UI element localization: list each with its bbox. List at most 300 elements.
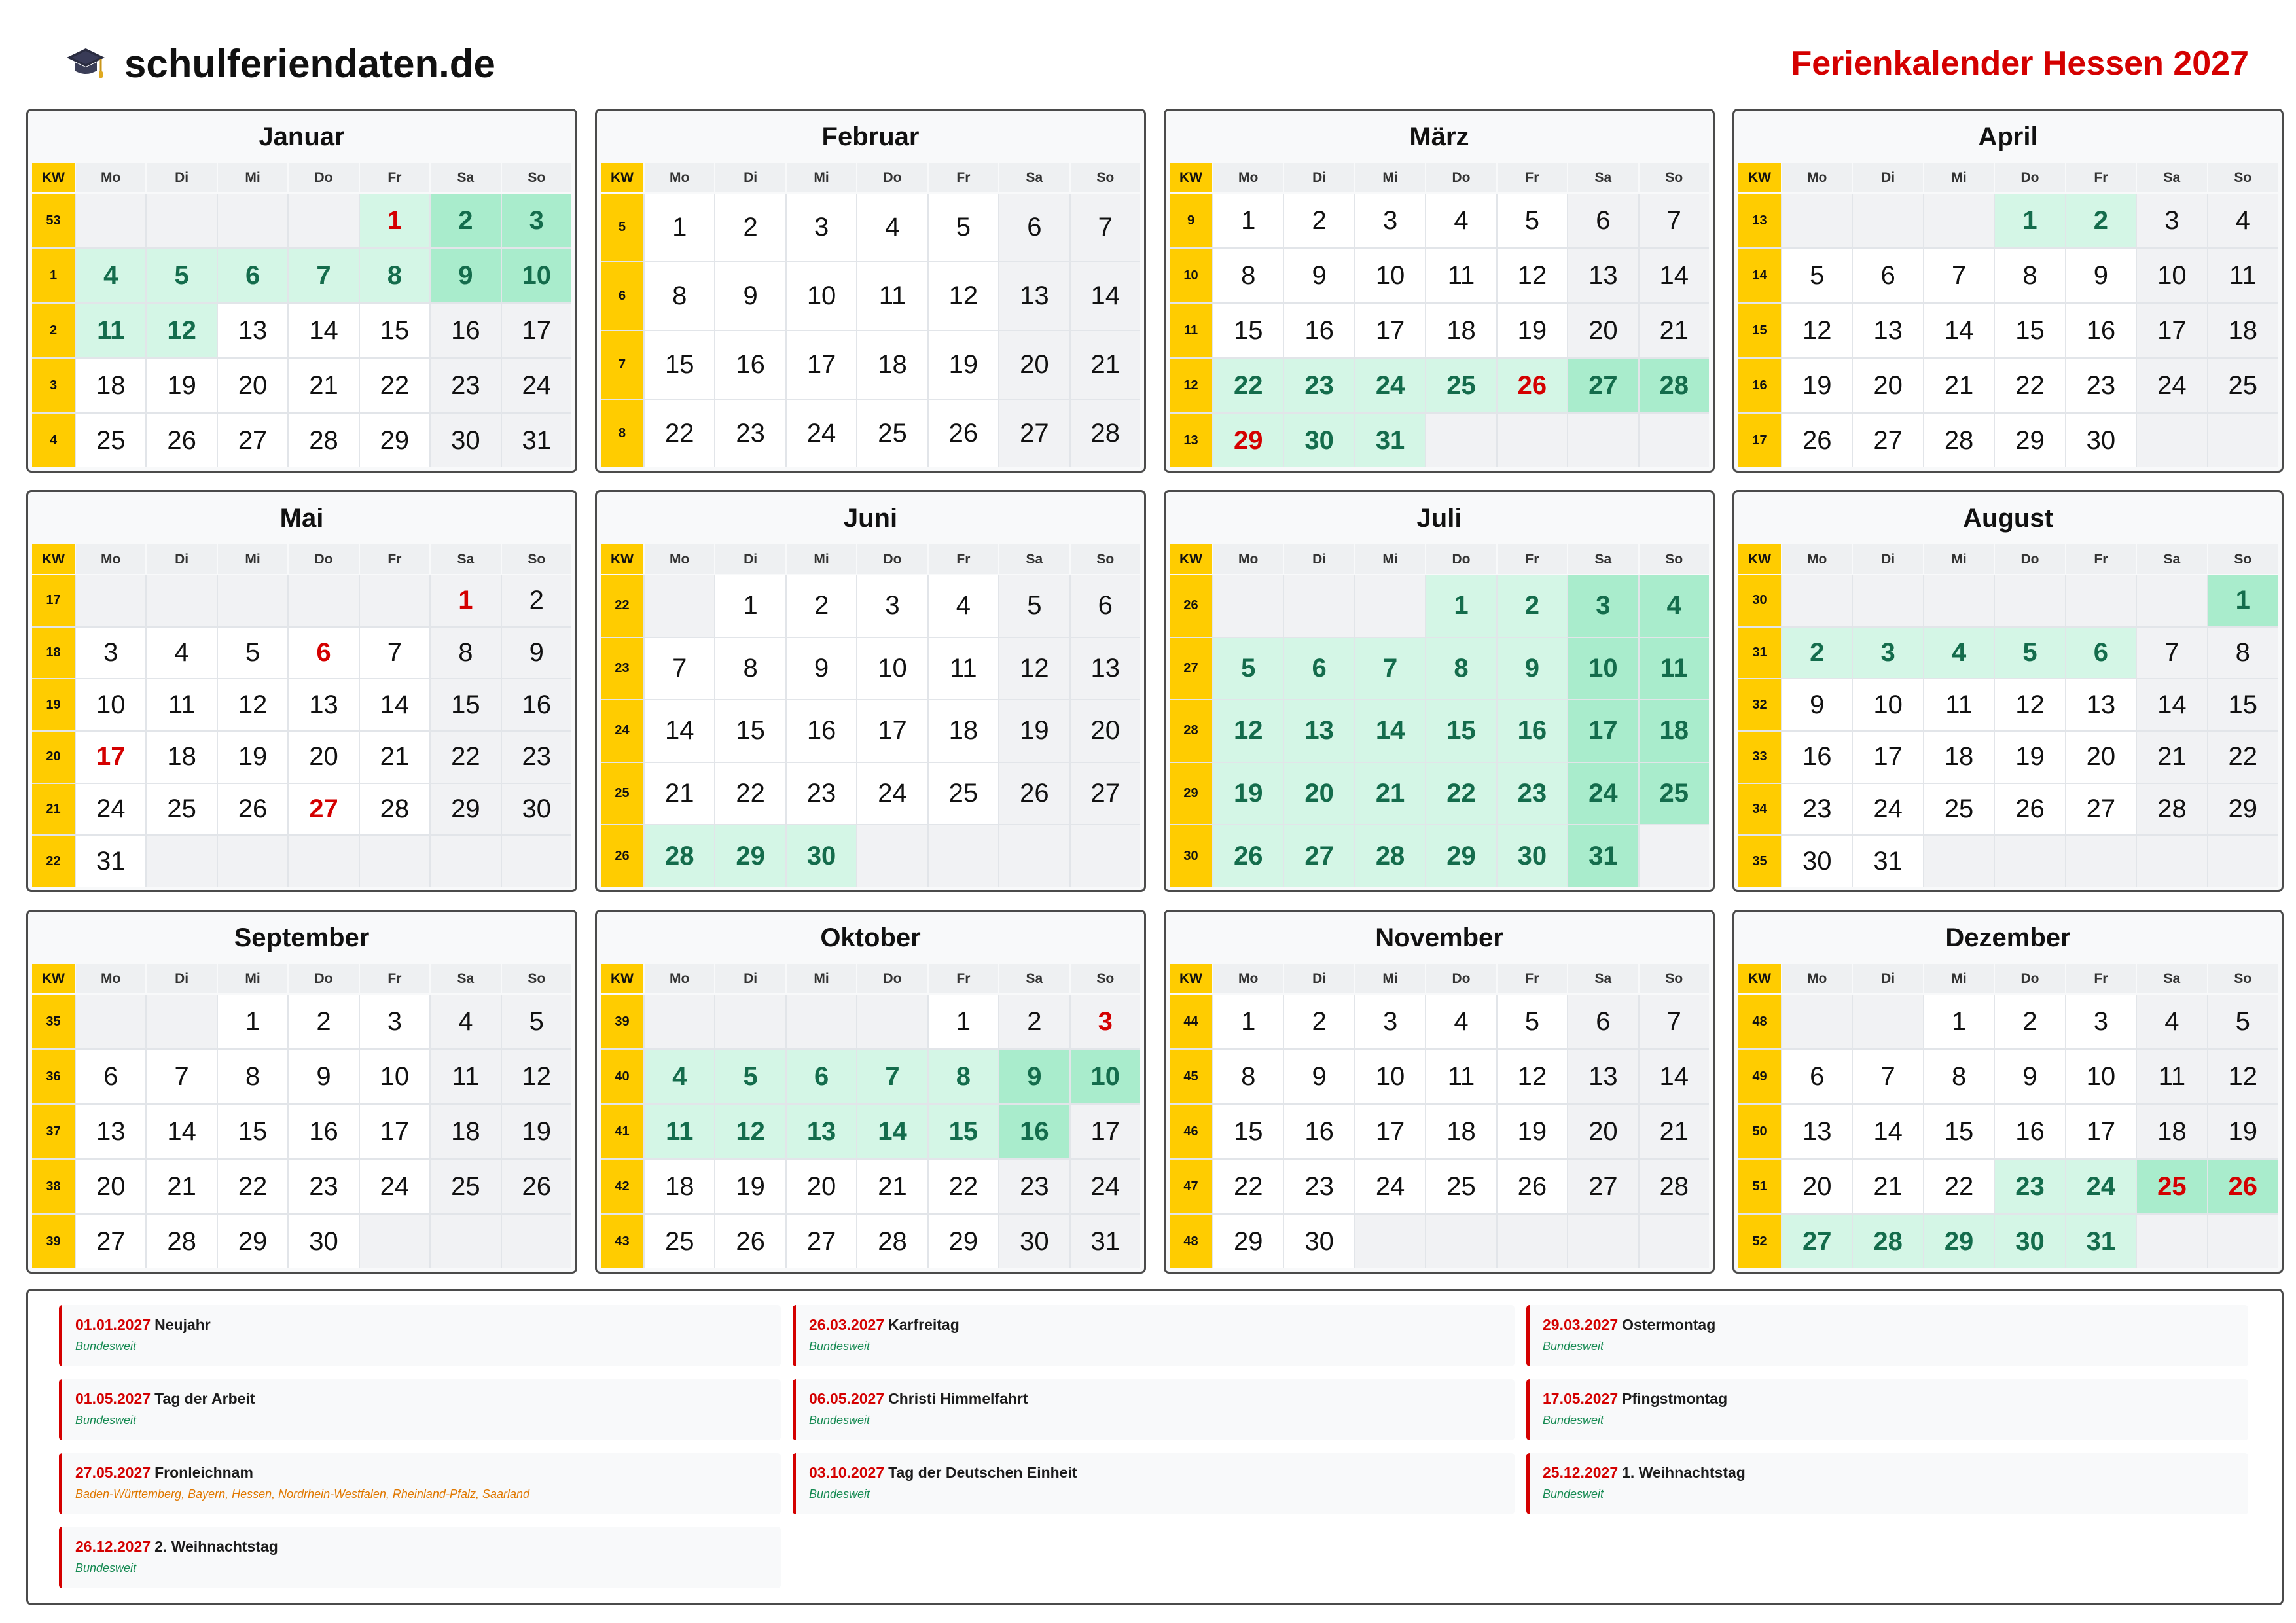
weekday-header-mo: Mo bbox=[1213, 544, 1283, 574]
empty-day-cell bbox=[147, 836, 216, 887]
empty-day-cell bbox=[431, 836, 500, 887]
weekday-header-do: Do bbox=[1426, 544, 1496, 574]
empty-day-cell bbox=[218, 836, 287, 887]
weekday-header-mi: Mi bbox=[787, 163, 856, 192]
month-title: März bbox=[1409, 122, 1469, 151]
day-cell: 14 bbox=[289, 304, 358, 357]
school-holiday-day-cell: 11 bbox=[76, 304, 145, 357]
holiday-title-line bbox=[1543, 1315, 2248, 1334]
week-number: 51 bbox=[1738, 1160, 1781, 1213]
week-number: 42 bbox=[601, 1160, 643, 1213]
week-number: 34 bbox=[1738, 784, 1781, 835]
day-cell: 29 bbox=[431, 784, 500, 835]
kw-header: KW bbox=[601, 163, 643, 192]
kw-header: KW bbox=[32, 163, 75, 192]
day-cell: 22 bbox=[645, 400, 714, 467]
week-number: 8 bbox=[601, 400, 643, 467]
day-cell: 12 bbox=[2208, 1050, 2278, 1103]
weekday-header-mo: Mo bbox=[1213, 964, 1283, 993]
school-holiday-day-cell: 29 bbox=[715, 825, 785, 887]
school-holiday-day-cell: 7 bbox=[1355, 638, 1425, 700]
weekday-header-sa: Sa bbox=[431, 544, 500, 574]
week-number: 17 bbox=[32, 575, 75, 626]
week-number: 23 bbox=[601, 638, 643, 700]
weekday-header-do: Do bbox=[1995, 964, 2064, 993]
week-number: 24 bbox=[601, 700, 643, 762]
day-cell: 6 bbox=[76, 1050, 145, 1103]
weekday-header-do: Do bbox=[1995, 163, 2064, 192]
empty-day-cell bbox=[1782, 575, 1852, 626]
day-cell: 26 bbox=[1498, 1160, 1567, 1213]
day-cell: 20 bbox=[999, 331, 1069, 399]
day-cell: 18 bbox=[1924, 732, 1994, 783]
holiday-date: 26.12.2027 bbox=[75, 1538, 151, 1555]
weekday-header-so: So bbox=[1640, 163, 1709, 192]
holiday-name: Tag der Arbeit bbox=[154, 1390, 255, 1407]
month-title: Juni bbox=[843, 504, 898, 533]
day-cell: 6 bbox=[1568, 194, 1638, 247]
day-cell: 21 bbox=[645, 763, 714, 825]
kw-header: KW bbox=[1738, 964, 1781, 993]
day-cell: 28 bbox=[360, 784, 429, 835]
day-cell: 28 bbox=[1924, 414, 1994, 467]
day-cell: 17 bbox=[502, 304, 571, 357]
school-holiday-day-cell: 19 bbox=[1213, 763, 1283, 825]
day-cell: 26 bbox=[147, 414, 216, 467]
day-cell: 24 bbox=[1355, 1160, 1425, 1213]
school-holiday-day-cell: 8 bbox=[929, 1050, 998, 1103]
day-cell: 11 bbox=[147, 679, 216, 730]
weekday-header-sa: Sa bbox=[999, 163, 1069, 192]
day-cell: 5 bbox=[218, 628, 287, 679]
week-number: 26 bbox=[1170, 575, 1212, 637]
kw-header: KW bbox=[1738, 544, 1781, 574]
weekday-header-so: So bbox=[1640, 544, 1709, 574]
weekday-header-mo: Mo bbox=[645, 163, 714, 192]
month-days-grid bbox=[601, 575, 1140, 887]
kw-header: KW bbox=[601, 544, 643, 574]
week-number: 2 bbox=[32, 304, 75, 357]
school-holiday-day-cell: 29 bbox=[1924, 1215, 1994, 1268]
school-holiday-day-cell: 2 bbox=[1498, 575, 1567, 637]
day-cell: 20 bbox=[1568, 1105, 1638, 1158]
school-holiday-day-cell: 12 bbox=[715, 1105, 785, 1158]
kw-header: KW bbox=[32, 544, 75, 574]
holiday-region: Bundesweit bbox=[75, 1561, 137, 1575]
school-holiday-day-cell: 20 bbox=[1284, 763, 1354, 825]
weekday-header-fr: Fr bbox=[929, 964, 998, 993]
weekday-header-so: So bbox=[502, 964, 571, 993]
weekday-header-sa: Sa bbox=[999, 964, 1069, 993]
day-cell: 7 bbox=[147, 1050, 216, 1103]
day-cell: 17 bbox=[360, 1105, 429, 1158]
holiday-title-line bbox=[809, 1315, 1515, 1334]
day-cell: 2 bbox=[502, 575, 571, 626]
empty-day-cell bbox=[999, 825, 1069, 887]
school-holiday-day-cell: 2 bbox=[431, 194, 500, 247]
month-days-grid bbox=[1738, 575, 2278, 887]
day-cell: 24 bbox=[1071, 1160, 1140, 1213]
week-number: 30 bbox=[1738, 575, 1781, 626]
site-brand bbox=[65, 43, 495, 85]
day-cell: 26 bbox=[929, 400, 998, 467]
week-number: 7 bbox=[601, 331, 643, 399]
week-number: 11 bbox=[1170, 304, 1212, 357]
weekday-header-di: Di bbox=[147, 964, 216, 993]
day-cell: 21 bbox=[360, 732, 429, 783]
month-card-august bbox=[1732, 490, 2284, 892]
school-holiday-day-cell: 1 bbox=[2208, 575, 2278, 626]
school-holiday-day-cell: 10 bbox=[1071, 1050, 1140, 1103]
day-cell: 19 bbox=[2208, 1105, 2278, 1158]
holiday-region: Baden-Württemberg, Bayern, Hessen, Nordrhein-Westfalen, Rheinland-Pfalz, Saarland bbox=[75, 1488, 530, 1501]
day-cell: 7 bbox=[1640, 995, 1709, 1048]
day-cell: 21 bbox=[1640, 1105, 1709, 1158]
weekday-header-do: Do bbox=[857, 163, 927, 192]
week-number: 15 bbox=[1738, 304, 1781, 357]
school-holiday-day-cell: 21 bbox=[1355, 763, 1425, 825]
day-cell: 7 bbox=[645, 638, 714, 700]
holiday-name: Tag der Deutschen Einheit bbox=[888, 1464, 1077, 1481]
day-cell: 11 bbox=[1924, 679, 1994, 730]
day-cell: 17 bbox=[787, 331, 856, 399]
holiday-date: 03.10.2027 bbox=[809, 1464, 885, 1481]
day-cell: 30 bbox=[2066, 414, 2136, 467]
day-cell: 2 bbox=[1995, 995, 2064, 1048]
week-number: 14 bbox=[1738, 249, 1781, 302]
empty-day-cell bbox=[2208, 1215, 2278, 1268]
week-number: 4 bbox=[32, 414, 75, 467]
public-holiday-day-cell: 26 bbox=[1498, 359, 1567, 412]
day-cell: 8 bbox=[1213, 1050, 1283, 1103]
weekday-header-row bbox=[1170, 544, 1709, 574]
day-cell: 2 bbox=[1284, 995, 1354, 1048]
holiday-title-line bbox=[1543, 1463, 2248, 1482]
month-days-grid bbox=[1738, 194, 2278, 467]
empty-day-cell bbox=[147, 575, 216, 626]
empty-day-cell bbox=[2137, 836, 2206, 887]
month-days-grid bbox=[32, 194, 571, 467]
day-cell: 25 bbox=[147, 784, 216, 835]
day-cell: 27 bbox=[76, 1215, 145, 1268]
day-cell: 10 bbox=[787, 262, 856, 330]
holiday-title-line bbox=[75, 1537, 781, 1556]
empty-day-cell bbox=[2208, 836, 2278, 887]
week-number: 27 bbox=[1170, 638, 1212, 700]
day-cell: 10 bbox=[1853, 679, 1922, 730]
weekday-header-sa: Sa bbox=[999, 544, 1069, 574]
week-number: 39 bbox=[601, 995, 643, 1048]
holiday-date: 27.05.2027 bbox=[75, 1464, 151, 1481]
day-cell: 7 bbox=[2137, 628, 2206, 679]
day-cell: 21 bbox=[857, 1160, 927, 1213]
empty-day-cell bbox=[1071, 825, 1140, 887]
weekday-header-row bbox=[1738, 964, 2278, 993]
day-cell: 5 bbox=[1498, 194, 1567, 247]
weekday-header-di: Di bbox=[147, 544, 216, 574]
week-number: 13 bbox=[1170, 414, 1212, 467]
kw-header: KW bbox=[1738, 163, 1781, 192]
empty-day-cell bbox=[2137, 414, 2206, 467]
holiday-title-line bbox=[809, 1463, 1515, 1482]
day-cell: 27 bbox=[218, 414, 287, 467]
school-holiday-day-cell: 4 bbox=[645, 1050, 714, 1103]
week-number: 36 bbox=[32, 1050, 75, 1103]
empty-day-cell bbox=[1640, 825, 1709, 887]
day-cell: 5 bbox=[999, 575, 1069, 637]
day-cell: 3 bbox=[360, 995, 429, 1048]
weekday-header-mo: Mo bbox=[1782, 163, 1852, 192]
school-holiday-day-cell: 13 bbox=[1284, 700, 1354, 762]
day-cell: 12 bbox=[218, 679, 287, 730]
day-cell: 19 bbox=[502, 1105, 571, 1158]
day-cell: 4 bbox=[431, 995, 500, 1048]
school-holiday-day-cell: 6 bbox=[1284, 638, 1354, 700]
day-cell: 6 bbox=[999, 194, 1069, 261]
weekday-header-mo: Mo bbox=[76, 544, 145, 574]
school-holiday-day-cell: 2 bbox=[2066, 194, 2136, 247]
empty-day-cell bbox=[502, 1215, 571, 1268]
school-holiday-day-cell: 17 bbox=[1568, 700, 1638, 762]
empty-day-cell bbox=[1213, 575, 1283, 637]
weekday-header-mi: Mi bbox=[1924, 964, 1994, 993]
weekday-header-mi: Mi bbox=[1355, 544, 1425, 574]
day-cell: 1 bbox=[218, 995, 287, 1048]
day-cell: 23 bbox=[787, 763, 856, 825]
day-cell: 7 bbox=[360, 628, 429, 679]
weekday-header-do: Do bbox=[1995, 544, 2064, 574]
week-number: 48 bbox=[1738, 995, 1781, 1048]
month-days-grid bbox=[32, 575, 571, 887]
weekday-header-di: Di bbox=[715, 964, 785, 993]
day-cell: 28 bbox=[289, 414, 358, 467]
empty-day-cell bbox=[1853, 575, 1922, 626]
school-holiday-day-cell: 26 bbox=[1213, 825, 1283, 887]
school-holiday-day-cell: 31 bbox=[1355, 414, 1425, 467]
school-holiday-day-cell: 10 bbox=[1568, 638, 1638, 700]
holiday-name: Pfingstmontag bbox=[1622, 1390, 1728, 1407]
month-days-grid bbox=[1738, 995, 2278, 1268]
weekday-header-so: So bbox=[2208, 544, 2278, 574]
weekday-header-do: Do bbox=[289, 544, 358, 574]
weekday-header-fr: Fr bbox=[2066, 163, 2136, 192]
week-number: 46 bbox=[1170, 1105, 1212, 1158]
week-number: 17 bbox=[1738, 414, 1781, 467]
month-card-mai bbox=[26, 490, 577, 892]
weekday-header-row bbox=[32, 163, 571, 192]
weekday-header-mi: Mi bbox=[1355, 163, 1425, 192]
school-holiday-day-cell: 3 bbox=[502, 194, 571, 247]
day-cell: 28 bbox=[1640, 1160, 1709, 1213]
day-cell: 29 bbox=[929, 1215, 998, 1268]
day-cell: 31 bbox=[76, 836, 145, 887]
month-title: August bbox=[1963, 504, 2053, 533]
week-number: 22 bbox=[32, 836, 75, 887]
weekday-header-mi: Mi bbox=[1924, 544, 1994, 574]
week-number: 18 bbox=[32, 628, 75, 679]
day-cell: 30 bbox=[502, 784, 571, 835]
empty-day-cell bbox=[1853, 194, 1922, 247]
empty-day-cell bbox=[360, 575, 429, 626]
day-cell: 19 bbox=[929, 331, 998, 399]
month-title: April bbox=[1978, 122, 2038, 151]
empty-day-cell bbox=[360, 836, 429, 887]
week-number: 12 bbox=[1170, 359, 1212, 412]
day-cell: 2 bbox=[1284, 194, 1354, 247]
week-number: 22 bbox=[601, 575, 643, 637]
day-cell: 10 bbox=[360, 1050, 429, 1103]
day-cell: 3 bbox=[2137, 194, 2206, 247]
day-cell: 22 bbox=[715, 763, 785, 825]
school-holiday-day-cell: 28 bbox=[1853, 1215, 1922, 1268]
day-cell: 19 bbox=[999, 700, 1069, 762]
day-cell: 11 bbox=[929, 638, 998, 700]
school-holiday-day-cell: 31 bbox=[1568, 825, 1638, 887]
school-holiday-day-cell: 6 bbox=[218, 249, 287, 302]
day-cell: 18 bbox=[1426, 304, 1496, 357]
empty-day-cell bbox=[218, 575, 287, 626]
public-holiday-day-cell: 26 bbox=[2208, 1160, 2278, 1213]
empty-day-cell bbox=[1568, 414, 1638, 467]
empty-day-cell bbox=[2137, 575, 2206, 626]
day-cell: 27 bbox=[1071, 763, 1140, 825]
day-cell: 14 bbox=[1853, 1105, 1922, 1158]
day-cell: 23 bbox=[1782, 784, 1852, 835]
day-cell: 8 bbox=[1995, 249, 2064, 302]
week-number: 13 bbox=[1738, 194, 1781, 247]
day-cell: 25 bbox=[929, 763, 998, 825]
public-holiday-day-cell: 17 bbox=[76, 732, 145, 783]
day-cell: 3 bbox=[787, 194, 856, 261]
weekday-header-sa: Sa bbox=[1568, 544, 1638, 574]
day-cell: 10 bbox=[1355, 1050, 1425, 1103]
day-cell: 15 bbox=[1924, 1105, 1994, 1158]
weekday-header-mo: Mo bbox=[76, 163, 145, 192]
weekday-header-so: So bbox=[502, 163, 571, 192]
day-cell: 23 bbox=[715, 400, 785, 467]
empty-day-cell bbox=[147, 194, 216, 247]
empty-day-cell bbox=[218, 194, 287, 247]
week-number: 44 bbox=[1170, 995, 1212, 1048]
school-holiday-day-cell: 18 bbox=[1640, 700, 1709, 762]
holiday-title-line bbox=[809, 1389, 1515, 1408]
month-card-dezember bbox=[1732, 910, 2284, 1274]
week-number: 30 bbox=[1170, 825, 1212, 887]
day-cell: 30 bbox=[289, 1215, 358, 1268]
day-cell: 9 bbox=[289, 1050, 358, 1103]
weekday-header-do: Do bbox=[1426, 163, 1496, 192]
weekday-header-row bbox=[601, 163, 1140, 192]
day-cell: 4 bbox=[929, 575, 998, 637]
day-cell: 30 bbox=[999, 1215, 1069, 1268]
day-cell: 17 bbox=[2137, 304, 2206, 357]
holiday-name: Neujahr bbox=[154, 1316, 211, 1333]
empty-day-cell bbox=[1355, 575, 1425, 637]
day-cell: 20 bbox=[1568, 304, 1638, 357]
day-cell: 24 bbox=[857, 763, 927, 825]
weekday-header-fr: Fr bbox=[2066, 964, 2136, 993]
day-cell: 27 bbox=[1853, 414, 1922, 467]
empty-day-cell bbox=[1924, 836, 1994, 887]
day-cell: 20 bbox=[1782, 1160, 1852, 1213]
day-cell: 23 bbox=[2066, 359, 2136, 412]
day-cell: 29 bbox=[218, 1215, 287, 1268]
school-holiday-day-cell: 25 bbox=[1426, 359, 1496, 412]
day-cell: 21 bbox=[147, 1160, 216, 1213]
day-cell: 19 bbox=[715, 1160, 785, 1213]
school-holiday-day-cell: 23 bbox=[1995, 1160, 2064, 1213]
week-number: 52 bbox=[1738, 1215, 1781, 1268]
school-holiday-day-cell: 5 bbox=[715, 1050, 785, 1103]
week-number: 53 bbox=[32, 194, 75, 247]
holiday-title-line bbox=[75, 1315, 781, 1334]
weekday-header-mo: Mo bbox=[76, 964, 145, 993]
day-cell: 30 bbox=[431, 414, 500, 467]
school-holiday-day-cell: 25 bbox=[1640, 763, 1709, 825]
day-cell: 3 bbox=[2066, 995, 2136, 1048]
week-number: 35 bbox=[32, 995, 75, 1048]
kw-header: KW bbox=[32, 964, 75, 993]
week-number: 29 bbox=[1170, 763, 1212, 825]
month-days-grid bbox=[1170, 575, 1709, 887]
empty-day-cell bbox=[1995, 575, 2064, 626]
holiday-region: Bundesweit bbox=[75, 1340, 137, 1353]
month-card-september bbox=[26, 910, 577, 1274]
public-holiday-day-cell: 29 bbox=[1213, 414, 1283, 467]
empty-day-cell bbox=[2137, 1215, 2206, 1268]
day-cell: 13 bbox=[1568, 1050, 1638, 1103]
month-title: Oktober bbox=[820, 923, 921, 952]
public-holiday-day-cell: 6 bbox=[289, 628, 358, 679]
empty-day-cell bbox=[857, 995, 927, 1048]
day-cell: 28 bbox=[1071, 400, 1140, 467]
day-cell: 10 bbox=[2066, 1050, 2136, 1103]
day-cell: 28 bbox=[2137, 784, 2206, 835]
weekday-header-fr: Fr bbox=[360, 544, 429, 574]
school-holiday-day-cell: 1 bbox=[1995, 194, 2064, 247]
day-cell: 14 bbox=[360, 679, 429, 730]
graduation-cap-icon bbox=[65, 45, 106, 83]
school-holiday-day-cell: 27 bbox=[1782, 1215, 1852, 1268]
day-cell: 16 bbox=[1995, 1105, 2064, 1158]
day-cell: 12 bbox=[1498, 249, 1567, 302]
day-cell: 26 bbox=[1782, 414, 1852, 467]
day-cell: 13 bbox=[1782, 1105, 1852, 1158]
day-cell: 13 bbox=[2066, 679, 2136, 730]
day-cell: 18 bbox=[2137, 1105, 2206, 1158]
day-cell: 4 bbox=[1426, 194, 1496, 247]
empty-day-cell bbox=[1498, 414, 1567, 467]
day-cell: 9 bbox=[715, 262, 785, 330]
holiday-date: 26.03.2027 bbox=[809, 1316, 885, 1333]
day-cell: 16 bbox=[289, 1105, 358, 1158]
school-holiday-day-cell: 6 bbox=[787, 1050, 856, 1103]
day-cell: 15 bbox=[431, 679, 500, 730]
week-number: 3 bbox=[32, 359, 75, 412]
school-holiday-day-cell: 12 bbox=[147, 304, 216, 357]
day-cell: 6 bbox=[1782, 1050, 1852, 1103]
day-cell: 2 bbox=[787, 575, 856, 637]
day-cell: 13 bbox=[289, 679, 358, 730]
day-cell: 13 bbox=[76, 1105, 145, 1158]
school-holiday-day-cell: 30 bbox=[787, 825, 856, 887]
empty-day-cell bbox=[76, 194, 145, 247]
week-number: 35 bbox=[1738, 836, 1781, 887]
day-cell: 4 bbox=[147, 628, 216, 679]
weekday-header-fr: Fr bbox=[1498, 964, 1567, 993]
empty-day-cell bbox=[431, 1215, 500, 1268]
empty-day-cell bbox=[1640, 1215, 1709, 1268]
